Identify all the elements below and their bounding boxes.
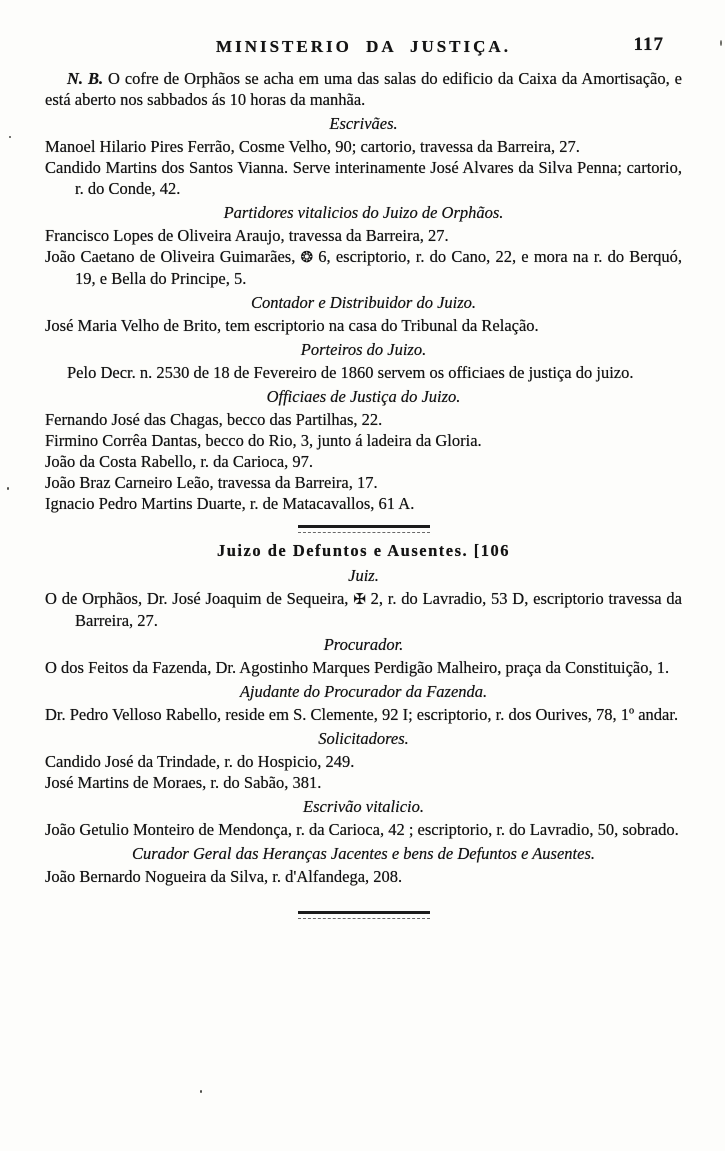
entry-text: João Caetano de Oliveira Guimarães, (45, 247, 301, 266)
section-porteiros (45, 339, 682, 383)
directory-entry: Firmino Corrêa Dantas, becco do Rio, 3, junto á ladeira da Gloria. (45, 431, 482, 450)
directory-entry: Dr. Pedro Velloso Rabello, reside em S. Clemente, 92 I; escriptorio, r. dos Ourives, 78, 1º andar. (45, 705, 679, 724)
scan-artifact (720, 40, 722, 46)
scan-artifact (7, 487, 9, 490)
section-contador (45, 292, 682, 336)
directory-entry: João Bernardo Nogueira da Silva, r. d'Alfandega, 208. (45, 867, 403, 886)
section-divider-rule (298, 525, 430, 533)
cross-order-icon: ✠ (353, 590, 366, 608)
directory-entry: Manoel Hilario Pires Ferrão, Cosme Velho, 90; cartorio, travessa da Barreira, 27. (45, 137, 580, 156)
section-curador-geral (45, 843, 682, 887)
section-heading-officiaes: Officiaes de Justiça do Juizo. (266, 387, 461, 406)
scan-artifact (9, 136, 11, 138)
part-title-defuntos-ausentes (45, 540, 682, 562)
scan-artifact (200, 1090, 202, 1093)
section-escrivao-vitalicio (45, 796, 682, 840)
directory-entry: José Maria Velho de Brito, tem escriptorio na casa do Tribunal da Relação. (45, 316, 539, 335)
section-heading-procurador: Procurador. (323, 635, 404, 654)
section-heading-escrivaes: Escrivães. (329, 114, 398, 133)
rosette-ornament-icon: ❂ (300, 248, 314, 266)
directory-entry: Francisco Lopes de Oliveira Araujo, travessa da Barreira, 27. (45, 226, 449, 245)
directory-entry: Fernando José das Chagas, becco das Partilhas, 22. (45, 410, 383, 429)
page-number: 117 (633, 34, 664, 55)
entry-text: O de Orphãos, Dr. José Joaquim de Sequeira, (45, 589, 354, 608)
directory-entry: João Braz Carneiro Leão, travessa da Barreira, 17. (45, 473, 378, 492)
directory-entry: O dos Feitos da Fazenda, Dr. Agostinho Marques Perdigão Malheiro, praça da Constituição, 1. (45, 658, 670, 677)
nota-bene-text: O cofre de Orphãos se acha em uma das salas do edificio da Caixa da Amortisação, e está aberto nos sabbados ás 10 horas da manhãa. (45, 69, 683, 109)
directory-entry: João da Costa Rabello, r. da Carioca, 97. (45, 452, 314, 471)
section-heading-escrivao-vitalicio: Escrivão vitalicio. (303, 797, 424, 816)
section-heading-partidores: Partidores vitalicios do Juizo de Orphãos. (223, 203, 504, 222)
entry-text: 6, escriptorio, r. do Cano, 22, e mora na r. do Berquó, 19, e Bella do Principe, 5. (75, 247, 682, 288)
directory-entry: João Getulio Monteiro de Mendonça, r. da Carioca, 42 ; escriptorio, r. do Lavradio, 50, sobrado. (45, 820, 679, 839)
section-heading-solicitadores: Solicitadores. (318, 729, 409, 748)
end-divider-rule (298, 911, 430, 919)
section-heading-ajudante: Ajudante do Procurador da Fazenda. (239, 682, 488, 701)
section-juiz (45, 565, 682, 631)
section-escrivaes (45, 113, 682, 199)
directory-entry: José Martins de Moraes, r. do Sabão, 381. (45, 773, 322, 792)
directory-entry (45, 588, 682, 631)
running-title: MINISTERIO DA JUSTIÇA. (216, 37, 511, 56)
directory-entry (45, 246, 682, 289)
nota-bene-paragraph (45, 68, 682, 110)
section-partidores (45, 202, 682, 289)
section-officiaes (45, 386, 682, 514)
section-ajudante (45, 681, 682, 725)
directory-entry: Ignacio Pedro Martins Duarte, r. de Matacavallos, 61 A. (45, 494, 415, 513)
section-heading-curador-geral: Curador Geral das Heranças Jacentes e bens de Defuntos e Ausentes. (132, 844, 595, 863)
reference-mark: [106 (473, 541, 510, 560)
section-heading-juiz: Juiz. (348, 566, 379, 585)
directory-entry: Candido José da Trindade, r. do Hospicio, 249. (45, 752, 355, 771)
directory-entry: Candido Martins dos Santos Vianna. Serve interinamente José Alvares da Silva Penna; cartorio, r. do Conde, 42. (45, 158, 682, 198)
part-title-text: Juizo de Defuntos e Ausentes. (216, 541, 469, 560)
section-procurador (45, 634, 682, 678)
nota-bene-label: N. B. (67, 69, 104, 88)
entry-text: 2, r. do Lavradio, 53 D, escriptorio travessa da Barreira, 27. (75, 589, 682, 630)
decree-note-paragraph: Pelo Decr. n. 2530 de 18 de Fevereiro de 1860 servem os officiaes de justiça do juizo. (67, 363, 634, 382)
page-header (45, 36, 682, 60)
section-solicitadores (45, 728, 682, 793)
section-heading-contador: Contador e Distribuidor do Juizo. (250, 293, 477, 312)
section-heading-porteiros: Porteiros do Juizo. (300, 340, 427, 359)
